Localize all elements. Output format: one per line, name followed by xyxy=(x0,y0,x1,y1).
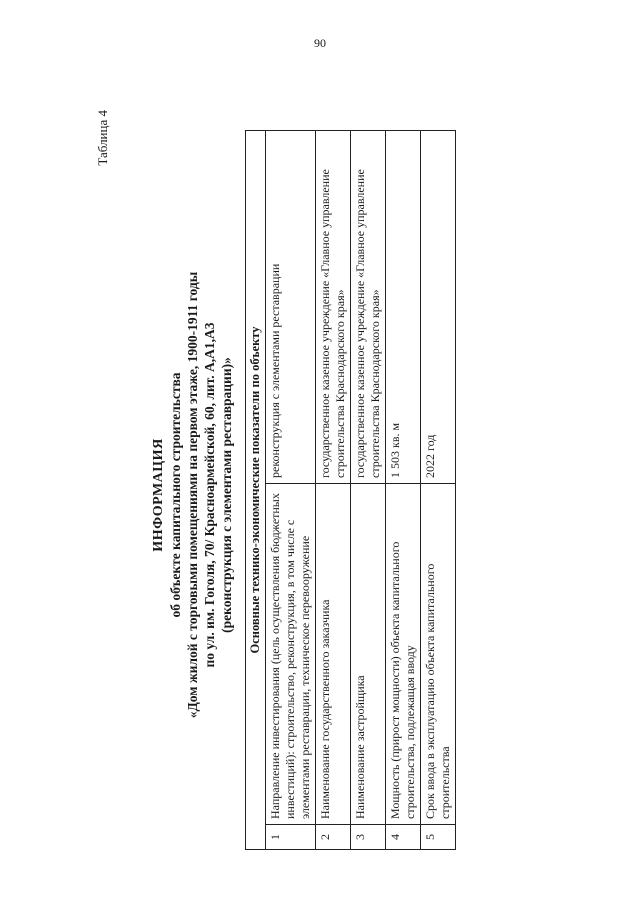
row-value: 1 503 кв. м xyxy=(386,131,421,484)
table-row xyxy=(351,131,386,850)
rotated-content xyxy=(95,100,565,890)
title-line-4: по ул. им. Гоголя, 70/ Красноармейской, 60, лит. А,А1,А3 xyxy=(202,322,217,668)
row-number: 2 xyxy=(316,825,351,850)
row-name: Срок ввода в эксплуатацию объекта капитального строительства xyxy=(421,484,456,825)
row-number: 3 xyxy=(351,825,386,850)
row-name: Наименование государственного заказчика xyxy=(316,484,351,825)
row-name: Наименование застройщика xyxy=(351,484,386,825)
table-row xyxy=(421,131,456,850)
title-line-5: (реконструкция с элементами реставрации)» xyxy=(219,357,234,633)
table-row xyxy=(386,131,421,850)
row-number: 1 xyxy=(266,825,316,850)
row-number: 5 xyxy=(421,825,456,850)
table-row xyxy=(316,131,351,850)
row-value: государственное казенное учреждение «Главное управление строительства Краснодарского края» xyxy=(316,131,351,484)
table-label: Таблица 4 xyxy=(95,110,110,166)
row-number: 4 xyxy=(386,825,421,850)
row-name: Мощность (прирост мощности) объекта капитального строительства, подлежащая вводу xyxy=(386,484,421,825)
title-line-3: «Дом жилой с торговыми помещениями на первом этаже, 1900-1911 годы xyxy=(185,271,200,719)
row-value: государственное казенное учреждение «Главное управление строительства Краснодарского края» xyxy=(351,131,386,484)
row-value: реконструкция с элементами реставрации xyxy=(266,131,316,484)
table-header-row xyxy=(246,131,266,850)
table-row xyxy=(266,131,316,850)
title-line-2: об объекте капитального строительства xyxy=(168,372,183,618)
page-number: 90 xyxy=(314,36,326,50)
row-name: Направление инвестирования (цель осуществления бюджетных инвестиций): строительство, реконструкция, в том числе с элементами реставрации, техническое перевооружение xyxy=(266,484,316,825)
info-table xyxy=(245,130,456,850)
row-value: 2022 год xyxy=(421,131,456,484)
table-header: Основные технико-экономические показатели по объекту xyxy=(246,131,266,850)
document-title xyxy=(150,100,235,890)
title-line-1: ИНФОРМАЦИЯ xyxy=(151,438,166,552)
